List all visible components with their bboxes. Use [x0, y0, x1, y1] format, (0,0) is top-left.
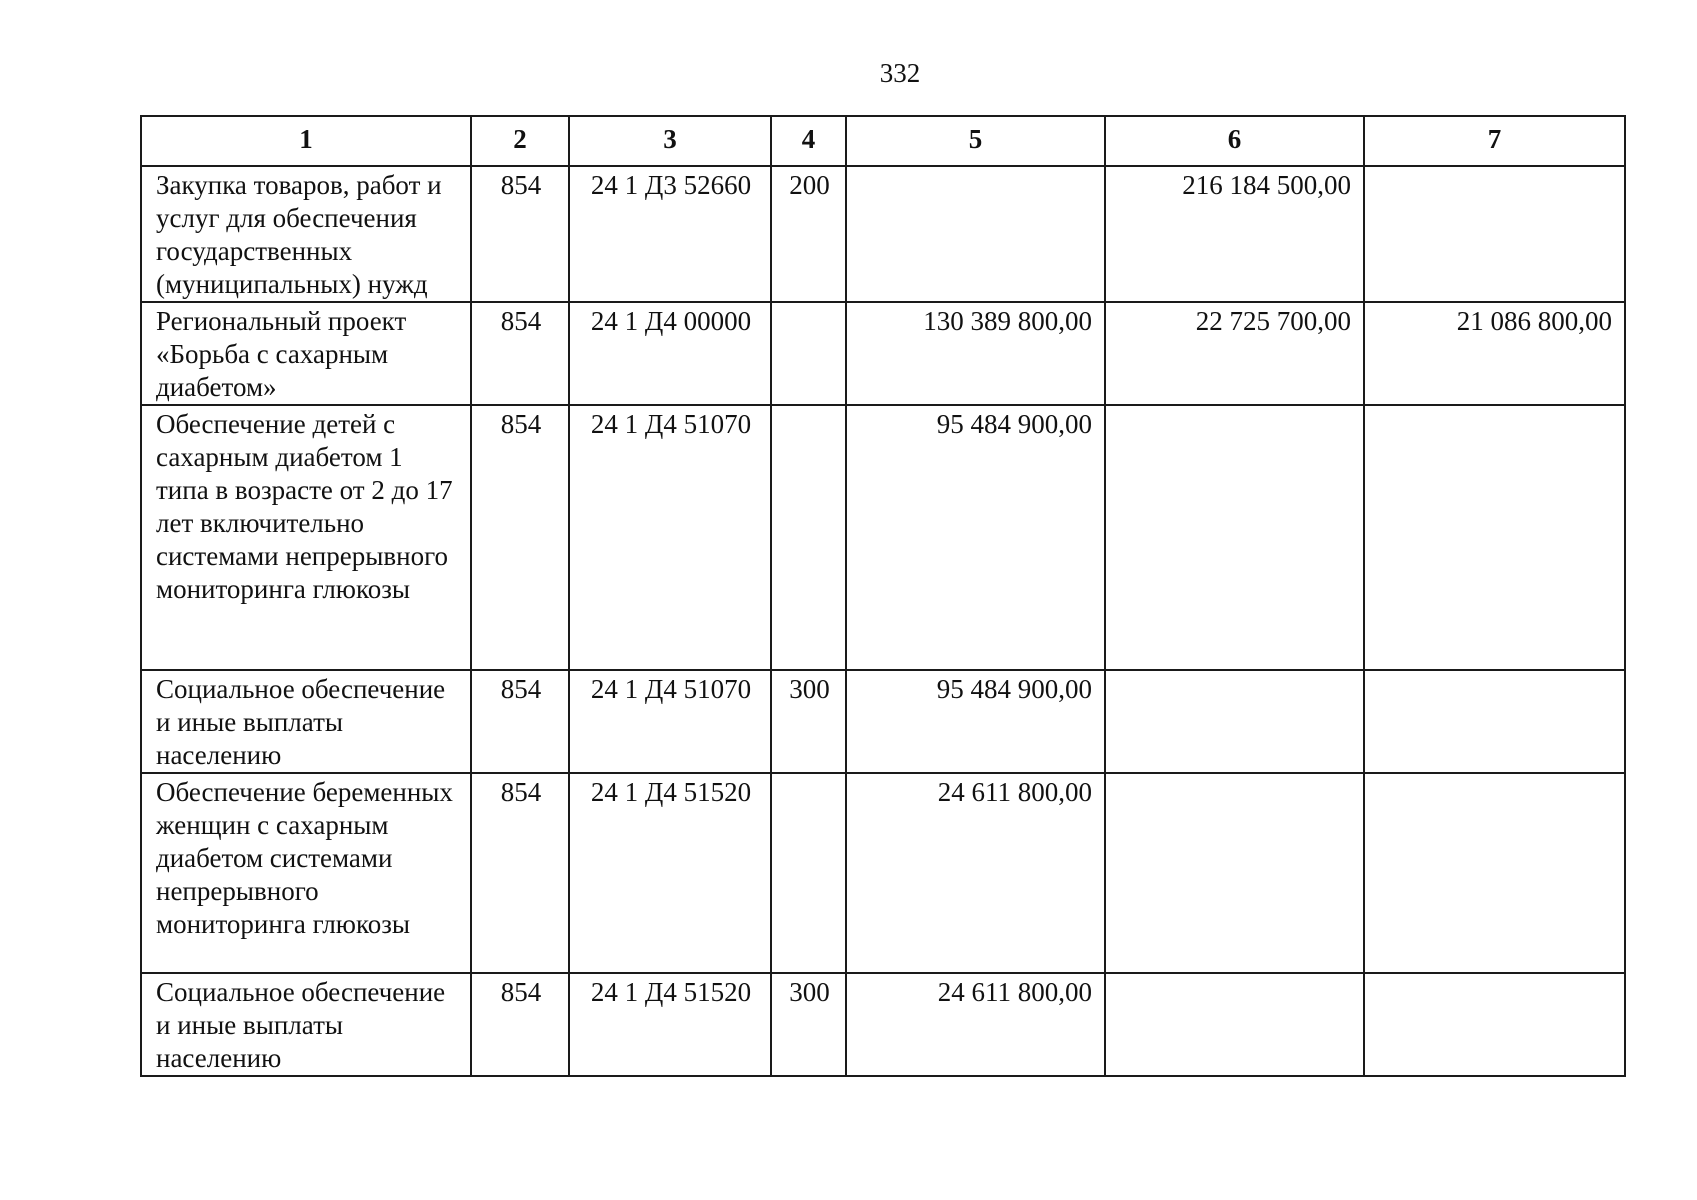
table-row	[141, 670, 1625, 773]
row-name: Обеспечение детей с сахарным диабетом 1 типа в возрасте от 2 до 17 лет включительно системами непрерывного мониторинга глюкозы	[141, 405, 471, 670]
target-article: 24 1 Д4 51070	[569, 405, 771, 670]
row-name: Закупка товаров, работ и услуг для обеспечения государственных (муниципальных) нужд	[141, 166, 471, 302]
column-header: 7	[1364, 116, 1625, 166]
expense-type	[771, 405, 846, 670]
amount-col7	[1364, 166, 1625, 302]
header-row	[141, 116, 1625, 166]
amount-col7	[1364, 773, 1625, 973]
row-name: Обеспечение беременных женщин с сахарным диабетом системами непрерывного мониторинга глюкозы	[141, 773, 471, 973]
target-article: 24 1 Д4 51520	[569, 773, 771, 973]
amount-col7	[1364, 973, 1625, 1076]
column-header: 2	[471, 116, 569, 166]
table-row	[141, 166, 1625, 302]
row-name: Социальное обеспечение и иные выплаты населению	[141, 670, 471, 773]
amount-col7: 21 086 800,00	[1364, 302, 1625, 405]
amount-col5: 130 389 800,00	[846, 302, 1105, 405]
table-row	[141, 405, 1625, 670]
expense-type	[771, 302, 846, 405]
amount-col5: 24 611 800,00	[846, 773, 1105, 973]
ministry-code: 854	[471, 973, 569, 1076]
ministry-code: 854	[471, 773, 569, 973]
table-row	[141, 302, 1625, 405]
column-header: 1	[141, 116, 471, 166]
expense-type: 200	[771, 166, 846, 302]
target-article: 24 1 Д4 51070	[569, 670, 771, 773]
column-header: 3	[569, 116, 771, 166]
column-header: 4	[771, 116, 846, 166]
expense-type: 300	[771, 973, 846, 1076]
amount-col6: 216 184 500,00	[1105, 166, 1364, 302]
page-number: 332	[879, 58, 921, 88]
amount-col6	[1105, 773, 1364, 973]
amount-col5: 95 484 900,00	[846, 405, 1105, 670]
ministry-code: 854	[471, 302, 569, 405]
amount-col6	[1105, 405, 1364, 670]
row-name: Социальное обеспечение и иные выплаты населению	[141, 973, 471, 1076]
amount-col7	[1364, 670, 1625, 773]
table-row	[141, 773, 1625, 973]
ministry-code: 854	[471, 166, 569, 302]
expense-type	[771, 773, 846, 973]
ministry-code: 854	[471, 405, 569, 670]
amount-col6	[1105, 670, 1364, 773]
amount-col6: 22 725 700,00	[1105, 302, 1364, 405]
target-article: 24 1 Д4 51520	[569, 973, 771, 1076]
amount-col5: 24 611 800,00	[846, 973, 1105, 1076]
column-header: 5	[846, 116, 1105, 166]
target-article: 24 1 Д3 52660	[569, 166, 771, 302]
table-row	[141, 973, 1625, 1076]
target-article: 24 1 Д4 00000	[569, 302, 771, 405]
amount-col5: 95 484 900,00	[846, 670, 1105, 773]
column-header: 6	[1105, 116, 1364, 166]
ministry-code: 854	[471, 670, 569, 773]
expense-type: 300	[771, 670, 846, 773]
amount-col7	[1364, 405, 1625, 670]
amount-col5	[846, 166, 1105, 302]
row-name: Региональный проект «Борьба с сахарным диабетом»	[141, 302, 471, 405]
amount-col6	[1105, 973, 1364, 1076]
budget-table	[140, 115, 1626, 1077]
